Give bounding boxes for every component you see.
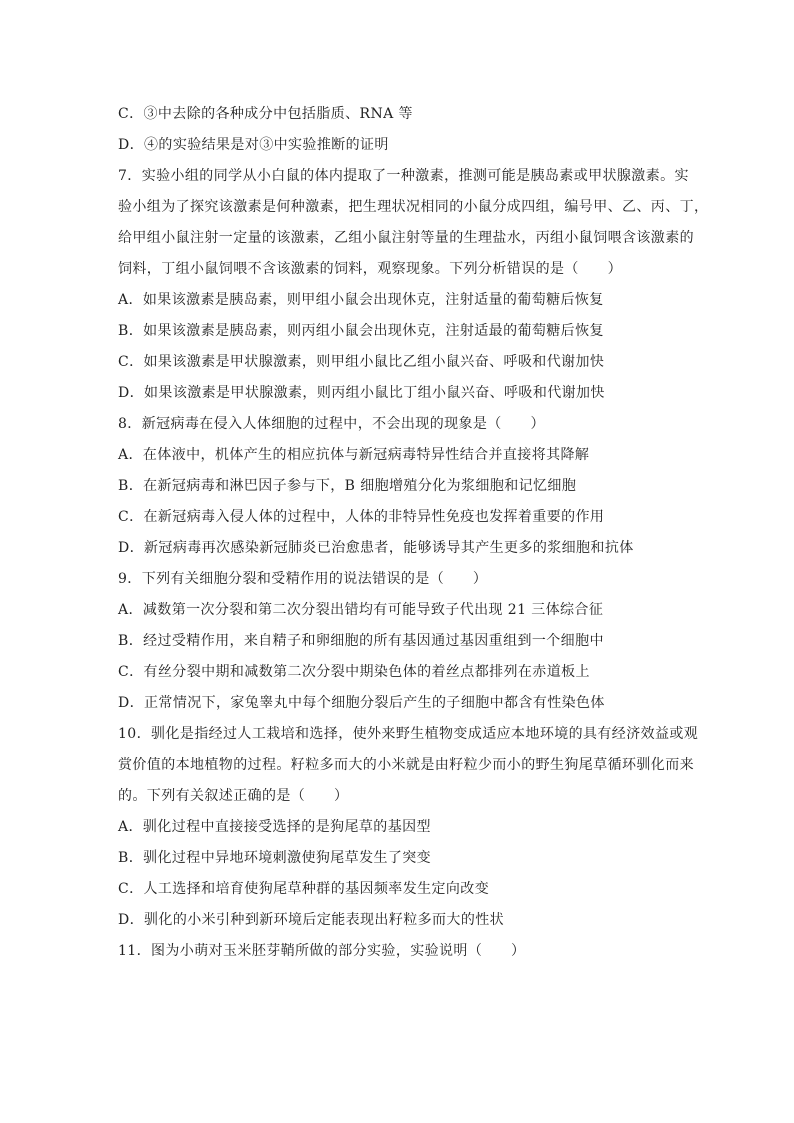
option-d-q9: D．正常情况下，家兔睾丸中每个细胞分裂后产生的子细胞中都含有性染色体 — [118, 695, 605, 711]
option-a-q7: A．如果该激素是胰岛素，则甲组小鼠会出现休克，注射适量的葡萄糖后恢复 — [118, 292, 604, 308]
option-c-q7: C．如果该激素是甲状腺激素，则甲组小鼠比乙组小鼠兴奋、呼吸和代谢加快 — [118, 354, 605, 370]
question-7-stem: 验小组为了探究该激素是何种激素，把生理状况相同的小鼠分成四组，编号甲、乙、丙、丁， — [118, 199, 709, 215]
option-c-q6: C．③中去除的各种成分中包括脂质、RNA 等 — [118, 106, 413, 122]
option-b-q10: B．驯化过程中异地环境刺激使狗尾草发生了突变 — [118, 850, 432, 866]
question-8-stem: 8．新冠病毒在侵入人体细胞的过程中，不会出现的现象是（ ） — [118, 416, 545, 432]
option-d-q7: D．如果该激素是甲状腺激素，则丙组小鼠比丁组小鼠兴奋、呼吸和代谢加快 — [118, 385, 605, 401]
question-7-stem: 饲料，丁组小鼠饲喂不含该激素的饲料，观察现象。下列分析错误的是（ ） — [118, 261, 622, 277]
option-a-q10: A．驯化过程中直接接受选择的是狗尾草的基因型 — [118, 819, 431, 835]
option-a-q8: A．在体液中，机体产生的相应抗体与新冠病毒特异性结合并直接将其降解 — [118, 447, 590, 463]
option-b-q7: B．如果该激素是胰岛素，则丙组小鼠会出现休克，注射适最的葡萄糖后恢复 — [118, 323, 604, 339]
option-b-q8: B．在新冠病毒和淋巴因子参与下，B 细胞增殖分化为浆细胞和记忆细胞 — [118, 478, 577, 494]
option-c-q9: C．有丝分裂中期和减数第二次分裂中期染色体的着丝点都排列在赤道板上 — [118, 664, 590, 680]
option-d-q8: D．新冠病毒再次感染新冠肺炎已治愈患者，能够诱导其产生更多的浆细胞和抗体 — [118, 540, 634, 556]
option-d-q10: D．驯化的小米引种到新环境后定能表现出籽粒多而大的性状 — [118, 912, 505, 928]
question-9-stem: 9．下列有关细胞分裂和受精作用的说法错误的是（ ） — [118, 571, 488, 587]
question-7-stem: 7．实验小组的同学从小白鼠的体内提取了一种激素，推测可能是胰岛素或甲状腺激素。实 — [118, 168, 689, 184]
question-7-stem: 给甲组小鼠注射一定量的该激素，乙组小鼠注射等量的生理盐水，丙组小鼠饲喂含该激素的 — [118, 230, 694, 246]
question-10-stem: 的。下列有关叙述正确的是（ ） — [118, 788, 349, 804]
question-10-stem: 10．驯化是指经过人工栽培和选择，使外来野生植物变成适应本地环境的具有经济效益或观 — [118, 726, 699, 742]
question-10-stem: 赏价值的本地植物的过程。籽粒多而大的小米就是由籽粒少而小的野生狗尾草循环驯化而来 — [118, 757, 694, 773]
option-c-q8: C．在新冠病毒入侵人体的过程中，人体的非特异性免疫也发挥着重要的作用 — [118, 509, 605, 525]
question-11-stem: 11．图为小萌对玉米胚芽鞘所做的部分实验，实验说明（ ） — [118, 943, 526, 959]
option-c-q10: C．人工选择和培育使狗尾草种群的基因频率发生定向改变 — [118, 881, 490, 897]
option-d-q6: D．④的实验结果是对③中实验推断的证明 — [118, 137, 389, 153]
option-b-q9: B．经过受精作用，来自精子和卵细胞的所有基因通过基因重组到一个细胞中 — [118, 633, 604, 649]
option-a-q9: A．减数第一次分裂和第二次分裂出错均有可能导致子代出现 21 三体综合征 — [118, 602, 604, 618]
